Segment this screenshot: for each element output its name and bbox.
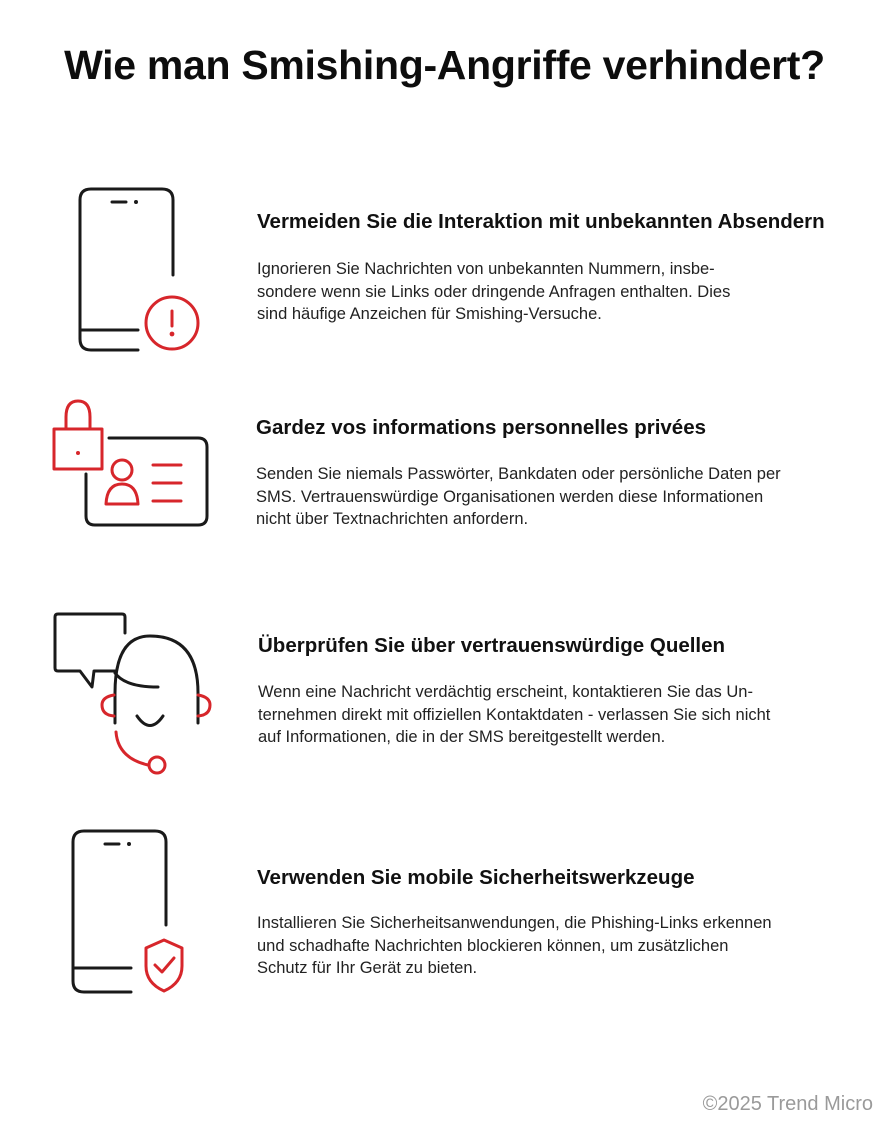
tip-line: Ignorieren Sie Nachrichten von unbekannten Nummern, insbe- xyxy=(257,260,715,278)
tip-heading: Verwenden Sie mobile Sicherheitswerkzeuge xyxy=(257,866,695,889)
tip-line: Installieren Sie Sicherheitsanwendungen, die Phishing-Links erkennen xyxy=(257,914,772,932)
tip-line: auf Informationen, die in der SMS bereitgestellt werden. xyxy=(258,728,666,746)
tip-description xyxy=(258,681,770,749)
tip-description xyxy=(257,912,772,980)
tip-line: Senden Sie niemals Passwörter, Bankdaten oder persönliche Daten per xyxy=(256,465,781,483)
tip-line: und schadhafte Nachrichten blockieren können, um zusätzlichen xyxy=(257,936,729,955)
support-agent-icon xyxy=(50,605,220,785)
tip-description xyxy=(257,258,730,326)
tip-line: ternehmen direkt mit offiziellen Kontaktdaten - verlassen Sie sich nicht xyxy=(258,705,771,724)
tip-line: Wenn eine Nachricht verdächtig erscheint, kontaktieren Sie das Un- xyxy=(258,683,753,701)
tip-heading: Vermeiden Sie die Interaktion mit unbekannten Absendern xyxy=(257,210,825,233)
tip-heading: Überprüfen Sie über vertrauenswürdige Quellen xyxy=(258,634,726,657)
page-title: Wie man Smishing-Angriffe verhindert? xyxy=(64,42,825,88)
phone-shield-icon xyxy=(63,822,203,1002)
lock-id-card-icon xyxy=(45,392,220,534)
tip-line: nicht über Textnachrichten anfordern. xyxy=(256,510,529,528)
tip-description xyxy=(256,463,781,531)
tip-line: sind häufige Anzeichen für Smishing-Versuche. xyxy=(257,305,602,323)
tip-heading: Gardez vos informations personnelles privées xyxy=(256,416,707,439)
tip-line: SMS. Vertrauenswürdige Organisationen werden diese Informationen xyxy=(256,487,764,506)
tip-line: Schutz für Ihr Gerät zu bieten. xyxy=(257,959,478,977)
tip-line: sondere wenn sie Links oder dringende Anfragen enthalten. Dies xyxy=(257,282,731,301)
copyright-notice: ©2025 Trend Micro xyxy=(702,1093,873,1115)
phone-alert-icon xyxy=(70,180,210,360)
